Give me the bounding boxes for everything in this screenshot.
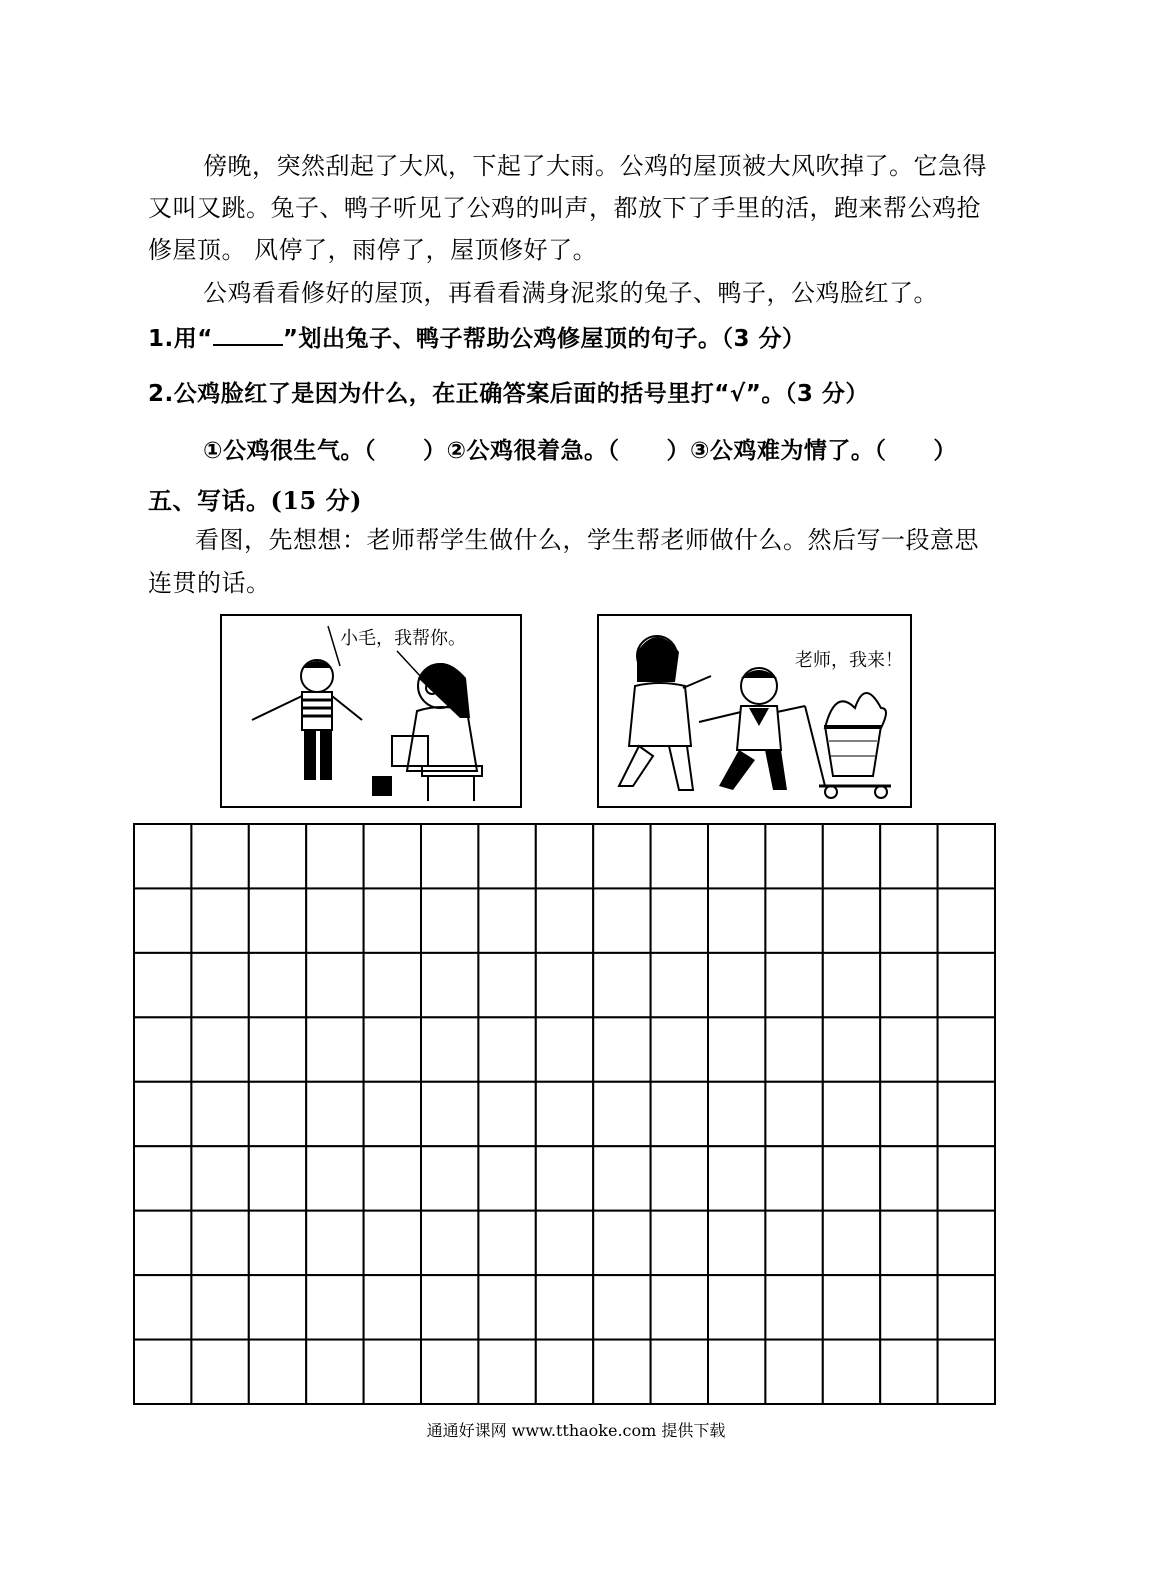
writing-grid[interactable] (133, 823, 996, 1405)
grid-cell[interactable] (593, 953, 650, 1017)
grid-cell[interactable] (708, 1146, 765, 1210)
speech-bubble-right: 老师，我来！ (795, 650, 903, 671)
question-1 (148, 320, 806, 353)
grid-cell[interactable] (765, 1146, 822, 1210)
grid-cell[interactable] (765, 953, 822, 1017)
grid-cell[interactable] (306, 1082, 363, 1146)
grid-cell[interactable] (249, 1211, 306, 1275)
grid-cell[interactable] (938, 953, 995, 1017)
grid-cell[interactable] (593, 1082, 650, 1146)
grid-cell[interactable] (938, 824, 995, 888)
grid-cell[interactable] (478, 953, 535, 1017)
grid-cell[interactable] (536, 1082, 593, 1146)
grid-cell[interactable] (765, 888, 822, 952)
question-2-options[interactable]: ①公鸡很生气。（ ）②公鸡很着急。（ ）③公鸡难为情了。（ ） (203, 438, 957, 464)
grid-cell[interactable] (536, 1340, 593, 1404)
grid-cell[interactable] (880, 1146, 937, 1210)
grid-cell[interactable] (306, 1211, 363, 1275)
grid-cell[interactable] (536, 1017, 593, 1081)
grid-cell[interactable] (421, 824, 478, 888)
grid-cell[interactable] (364, 1017, 421, 1081)
grid-cell[interactable] (651, 953, 708, 1017)
grid-cell[interactable] (134, 953, 191, 1017)
grid-cell[interactable] (765, 1211, 822, 1275)
grid-cell[interactable] (938, 888, 995, 952)
grid-cell[interactable] (593, 1340, 650, 1404)
grid-cell[interactable] (306, 888, 363, 952)
grid-cell[interactable] (651, 1211, 708, 1275)
grid-cell[interactable] (536, 824, 593, 888)
grid-cell[interactable] (765, 1340, 822, 1404)
grid-cell[interactable] (651, 824, 708, 888)
grid-cell[interactable] (191, 1275, 248, 1339)
grid-cell[interactable] (823, 953, 880, 1017)
grid-cell[interactable] (708, 888, 765, 952)
grid-cell[interactable] (880, 888, 937, 952)
grid-cell[interactable] (134, 1211, 191, 1275)
picture-teacher-helps-student (220, 614, 522, 808)
footer-source: 通通好课网 www.tthaoke.com 提供下载 (426, 1421, 726, 1440)
grid-cell[interactable] (593, 824, 650, 888)
grid-cell[interactable] (134, 824, 191, 888)
grid-cell[interactable] (421, 953, 478, 1017)
grid-cell[interactable] (478, 824, 535, 888)
grid-cell[interactable] (765, 824, 822, 888)
grid-cell[interactable] (306, 1275, 363, 1339)
grid-cell[interactable] (823, 1146, 880, 1210)
grid-cell[interactable] (134, 1082, 191, 1146)
grid-cell[interactable] (191, 824, 248, 888)
grid-cell[interactable] (421, 1211, 478, 1275)
grid-cell[interactable] (651, 1275, 708, 1339)
grid-cell[interactable] (938, 1017, 995, 1081)
passage-line-1: 傍晚，突然刮起了大风，下起了大雨。公鸡的屋顶被大风吹掉了。它急得 (203, 152, 987, 180)
grid-cell[interactable] (708, 953, 765, 1017)
grid-cell[interactable] (421, 1082, 478, 1146)
passage-line-3: 修屋顶。 风停了，雨停了，屋顶修好了。 (148, 236, 598, 264)
grid-cell[interactable] (134, 888, 191, 952)
grid-cell[interactable] (306, 1146, 363, 1210)
grid-cell[interactable] (651, 1146, 708, 1210)
grid-cell[interactable] (421, 1340, 478, 1404)
grid-cell[interactable] (364, 1275, 421, 1339)
grid-cell[interactable] (478, 1146, 535, 1210)
grid-cell[interactable] (134, 1146, 191, 1210)
grid-cell[interactable] (536, 1275, 593, 1339)
grid-cell[interactable] (938, 1146, 995, 1210)
grid-cell[interactable] (478, 1017, 535, 1081)
grid-cell[interactable] (823, 824, 880, 888)
grid-cell[interactable] (191, 953, 248, 1017)
grid-cell[interactable] (134, 1017, 191, 1081)
grid-cell[interactable] (249, 1082, 306, 1146)
grid-cell[interactable] (536, 1146, 593, 1210)
grid-cell[interactable] (823, 1211, 880, 1275)
grid-cell[interactable] (364, 953, 421, 1017)
grid-cell[interactable] (191, 1340, 248, 1404)
grid-cell[interactable] (306, 1017, 363, 1081)
illustration-right (599, 616, 910, 806)
grid-cell[interactable] (880, 953, 937, 1017)
grid-cell[interactable] (823, 1340, 880, 1404)
grid-cell[interactable] (938, 1211, 995, 1275)
grid-cell[interactable] (823, 1082, 880, 1146)
grid-cell[interactable] (421, 1146, 478, 1210)
grid-cell[interactable] (306, 1340, 363, 1404)
grid-cell[interactable] (938, 1275, 995, 1339)
grid-cell[interactable] (593, 1017, 650, 1081)
speech-bubble-left: 小毛，我帮你。 (340, 628, 466, 649)
grid-cell[interactable] (765, 1017, 822, 1081)
grid-cell[interactable] (880, 1017, 937, 1081)
grid-cell[interactable] (421, 1017, 478, 1081)
grid-cell[interactable] (364, 1340, 421, 1404)
writing-instruction-line-2: 连贯的话。 (148, 569, 271, 597)
grid-cell[interactable] (191, 1146, 248, 1210)
grid-cell[interactable] (478, 888, 535, 952)
grid-cell[interactable] (708, 1275, 765, 1339)
grid-cell[interactable] (191, 1082, 248, 1146)
grid-cell[interactable] (364, 888, 421, 952)
grid-cell[interactable] (191, 1017, 248, 1081)
grid-cell[interactable] (536, 888, 593, 952)
grid-cell[interactable] (708, 824, 765, 888)
grid-cell[interactable] (478, 1211, 535, 1275)
grid-cell[interactable] (593, 1211, 650, 1275)
grid-cell[interactable] (421, 1275, 478, 1339)
grid-cell[interactable] (249, 1340, 306, 1404)
grid-cell[interactable] (249, 1017, 306, 1081)
grid-cell[interactable] (593, 1146, 650, 1210)
writing-instruction-line-1: 看图，先想想：老师帮学生做什么，学生帮老师做什么。然后写一段意思 (195, 526, 979, 554)
grid-cell[interactable] (364, 1146, 421, 1210)
grid-cell[interactable] (651, 1340, 708, 1404)
grid-cell[interactable] (421, 888, 478, 952)
grid-cell[interactable] (134, 1340, 191, 1404)
grid-cell[interactable] (191, 888, 248, 952)
grid-cell[interactable] (478, 1340, 535, 1404)
grid-cell[interactable] (651, 1017, 708, 1081)
grid-cell[interactable] (823, 1275, 880, 1339)
grid-cell[interactable] (364, 1211, 421, 1275)
grid-cell[interactable] (765, 1275, 822, 1339)
grid-cell[interactable] (823, 1017, 880, 1081)
grid-cell[interactable] (536, 1211, 593, 1275)
grid-cell[interactable] (249, 953, 306, 1017)
writing-heading: 五、写话。(15 分) (148, 486, 362, 515)
grid-cell[interactable] (478, 1275, 535, 1339)
grid-cell[interactable] (306, 953, 363, 1017)
passage-paragraph-2: 公鸡看看修好的屋顶，再看看满身泥浆的兔子、鸭子，公鸡脸红了。 (203, 279, 938, 307)
grid-cell[interactable] (708, 1017, 765, 1081)
grid-cell[interactable] (593, 1275, 650, 1339)
grid-cell[interactable] (249, 1146, 306, 1210)
grid-cell[interactable] (880, 1211, 937, 1275)
grid-cell[interactable] (134, 1275, 191, 1339)
grid-cell[interactable] (249, 888, 306, 952)
grid-cell[interactable] (249, 824, 306, 888)
grid-cell[interactable] (938, 1340, 995, 1404)
grid-cell[interactable] (880, 1340, 937, 1404)
grid-cell[interactable] (478, 1082, 535, 1146)
grid-cell[interactable] (880, 824, 937, 888)
grid-cell[interactable] (306, 824, 363, 888)
grid-cell[interactable] (765, 1082, 822, 1146)
grid-cell[interactable] (651, 888, 708, 952)
underline-sample (213, 326, 283, 346)
grid-cell[interactable] (536, 953, 593, 1017)
picture-student-helps-teacher (597, 614, 912, 808)
grid-cell[interactable] (593, 888, 650, 952)
question-2: 2.公鸡脸红了是因为什么，在正确答案后面的括号里打“√”。（3 分） (148, 381, 869, 407)
grid-cell[interactable] (651, 1082, 708, 1146)
grid-cell[interactable] (880, 1275, 937, 1339)
grid-cell[interactable] (938, 1082, 995, 1146)
question-1-suffix: ”划出兔子、鸭子帮助公鸡修屋顶的句子。（3 分） (282, 326, 806, 352)
passage-line-2: 又叫又跳。兔子、鸭子听见了公鸡的叫声，都放下了手里的活，跑来帮公鸡抢 (148, 194, 981, 222)
grid-cell[interactable] (708, 1211, 765, 1275)
grid-cell[interactable] (880, 1082, 937, 1146)
grid-cell[interactable] (191, 1211, 248, 1275)
grid-cell[interactable] (823, 888, 880, 952)
grid-cell[interactable] (364, 1082, 421, 1146)
grid-cell[interactable] (708, 1082, 765, 1146)
grid-cell[interactable] (708, 1340, 765, 1404)
grid-cell[interactable] (364, 824, 421, 888)
grid-cell[interactable] (249, 1275, 306, 1339)
question-1-prefix: 1.用“ (148, 326, 213, 352)
